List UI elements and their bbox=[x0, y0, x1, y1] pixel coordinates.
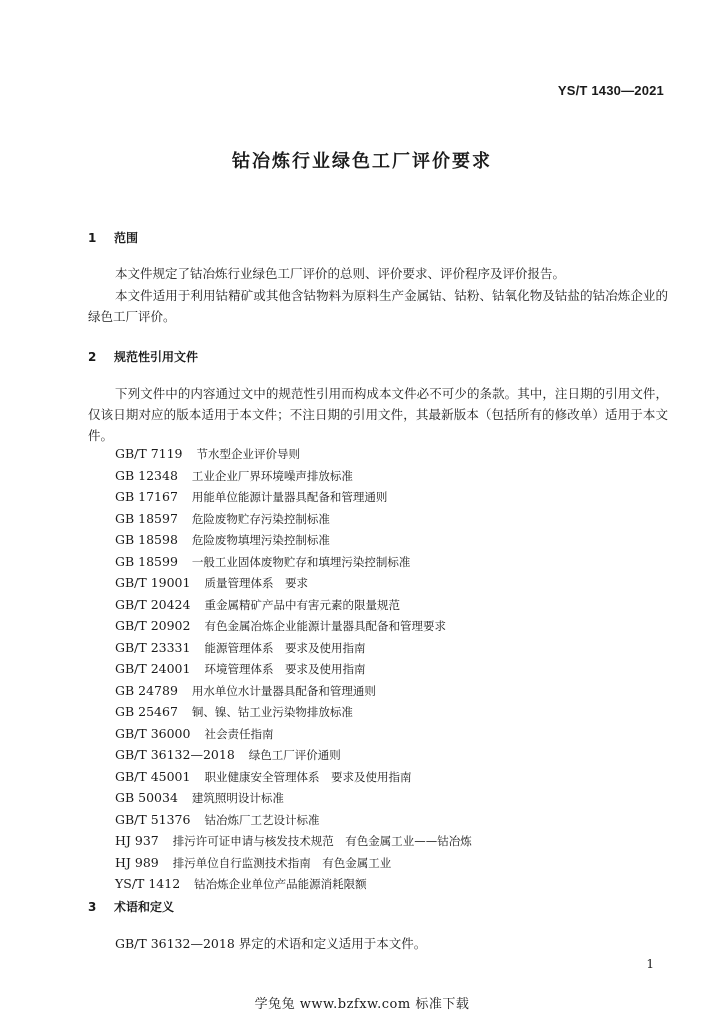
reference-item bbox=[115, 508, 472, 530]
section-number: 1 bbox=[88, 231, 97, 245]
standard-number: YS/T 1430—2021 bbox=[557, 83, 664, 98]
reference-item bbox=[115, 572, 472, 594]
reference-item bbox=[115, 744, 472, 766]
section-2-heading bbox=[88, 348, 198, 365]
reference-code: GB/T 20902 bbox=[115, 618, 191, 633]
reference-code: YS/T 1412 bbox=[115, 876, 181, 891]
reference-title: 用能单位能源计量器具配备和管理通则 bbox=[191, 490, 388, 504]
page-number: 1 bbox=[646, 957, 654, 971]
reference-item bbox=[115, 873, 472, 895]
reference-item bbox=[115, 529, 472, 551]
reference-code: HJ 937 bbox=[115, 833, 159, 848]
reference-title: 铜、镍、钴工业污染物排放标准 bbox=[191, 705, 353, 719]
reference-title: 危险废物贮存污染控制标准 bbox=[191, 511, 330, 526]
reference-item bbox=[115, 594, 472, 616]
reference-code: GB/T 20424 bbox=[115, 596, 191, 612]
reference-code: GB/T 23331 bbox=[115, 639, 191, 655]
reference-code: GB/T 19001 bbox=[115, 575, 191, 590]
reference-item bbox=[115, 723, 472, 745]
reference-code: GB 50034 bbox=[115, 790, 178, 805]
reference-item bbox=[115, 701, 472, 723]
section-number: 2 bbox=[88, 350, 97, 364]
reference-title: 职业健康安全管理体系 要求及使用指南 bbox=[204, 769, 412, 784]
reference-item bbox=[115, 615, 472, 637]
reference-title: 钴冶炼企业单位产品能源消耗限额 bbox=[194, 877, 367, 891]
reference-code: GB/T 36132—2018 bbox=[115, 747, 235, 762]
reference-title: 一般工业固体废物贮存和填埋污染控制标准 bbox=[191, 554, 411, 569]
document-title: 钴冶炼行业绿色工厂评价要求 bbox=[232, 151, 492, 172]
reference-item bbox=[115, 852, 472, 874]
section-3-heading bbox=[88, 898, 174, 915]
reference-title: 危险废物填埋污染控制标准 bbox=[191, 533, 330, 547]
reference-title: 用水单位水计量器具配备和管理通则 bbox=[191, 683, 376, 698]
section-1-heading bbox=[88, 229, 138, 246]
reference-item bbox=[115, 465, 472, 487]
scope-paragraph-2: 本文件适用于利用钴精矿或其他含钴物料为原料生产金属钴、钴粉、钴氧化物及钴盐的钴冶炼企业的绿色工厂评价。 bbox=[88, 288, 668, 324]
reference-item bbox=[115, 787, 472, 809]
reference-code: GB/T 7119 bbox=[115, 446, 183, 461]
reference-title: 排污许可证申请与核发技术规范 有色金属工业——钴冶炼 bbox=[172, 834, 472, 848]
reference-code: GB 18599 bbox=[115, 553, 178, 569]
reference-title: 钴冶炼厂工艺设计标准 bbox=[204, 812, 320, 827]
reference-item bbox=[115, 551, 472, 573]
references-intro: 下列文件中的内容通过文中的规范性引用而构成本文件必不可少的条款。其中，注日期的引用文件，仅该日期对应的版本适用于本文件；不注日期的引用文件，其最新版本（包括所有的修改单）适用于本文件。 bbox=[88, 386, 668, 443]
reference-code: GB 12348 bbox=[115, 467, 178, 483]
reference-code: GB 18598 bbox=[115, 532, 178, 547]
reference-code: GB/T 24001 bbox=[115, 661, 191, 676]
reference-code: GB 25467 bbox=[115, 704, 178, 719]
reference-list bbox=[115, 443, 472, 895]
reference-item bbox=[115, 637, 472, 659]
reference-title: 质量管理体系 要求 bbox=[204, 576, 308, 590]
reference-item bbox=[115, 809, 472, 831]
reference-code: HJ 989 bbox=[115, 854, 159, 870]
reference-code: GB 17167 bbox=[115, 489, 178, 504]
terms-paragraph: GB/T 36132—2018 界定的术语和定义适用于本文件。 bbox=[115, 936, 427, 951]
reference-item bbox=[115, 766, 472, 788]
reference-code: GB 18597 bbox=[115, 510, 178, 526]
reference-title: 有色金属冶炼企业能源计量器具配备和管理要求 bbox=[204, 619, 446, 633]
section-title: 术语和定义 bbox=[114, 900, 175, 914]
section-title: 规范性引用文件 bbox=[114, 350, 199, 364]
reference-item bbox=[115, 830, 472, 852]
footer-watermark: 学兔兔 www.bzfxw.com 标准下载 bbox=[254, 997, 470, 1012]
reference-title: 环境管理体系 要求及使用指南 bbox=[204, 662, 366, 676]
reference-title: 排污单位自行监测技术指南 有色金属工业 bbox=[172, 855, 392, 870]
reference-item bbox=[115, 443, 472, 465]
reference-title: 节水型企业评价导则 bbox=[196, 447, 301, 461]
reference-title: 社会责任指南 bbox=[204, 726, 274, 741]
reference-code: GB/T 51376 bbox=[115, 811, 191, 827]
reference-title: 能源管理体系 要求及使用指南 bbox=[204, 640, 366, 655]
reference-title: 建筑照明设计标准 bbox=[191, 791, 284, 805]
reference-code: GB/T 45001 bbox=[115, 768, 191, 784]
reference-item bbox=[115, 486, 472, 508]
reference-item bbox=[115, 680, 472, 702]
reference-item bbox=[115, 658, 472, 680]
reference-title: 重金属精矿产品中有害元素的限量规范 bbox=[204, 597, 400, 612]
section-title: 范围 bbox=[114, 231, 139, 245]
reference-title: 工业企业厂界环境噪声排放标准 bbox=[191, 468, 353, 483]
reference-code: GB 24789 bbox=[115, 682, 178, 698]
section-number: 3 bbox=[88, 900, 97, 914]
reference-code: GB/T 36000 bbox=[115, 725, 191, 741]
reference-title: 绿色工厂评价通则 bbox=[248, 748, 341, 762]
scope-paragraph-1: 本文件规定了钴冶炼行业绿色工厂评价的总则、评价要求、评价程序及评价报告。 bbox=[115, 266, 566, 281]
